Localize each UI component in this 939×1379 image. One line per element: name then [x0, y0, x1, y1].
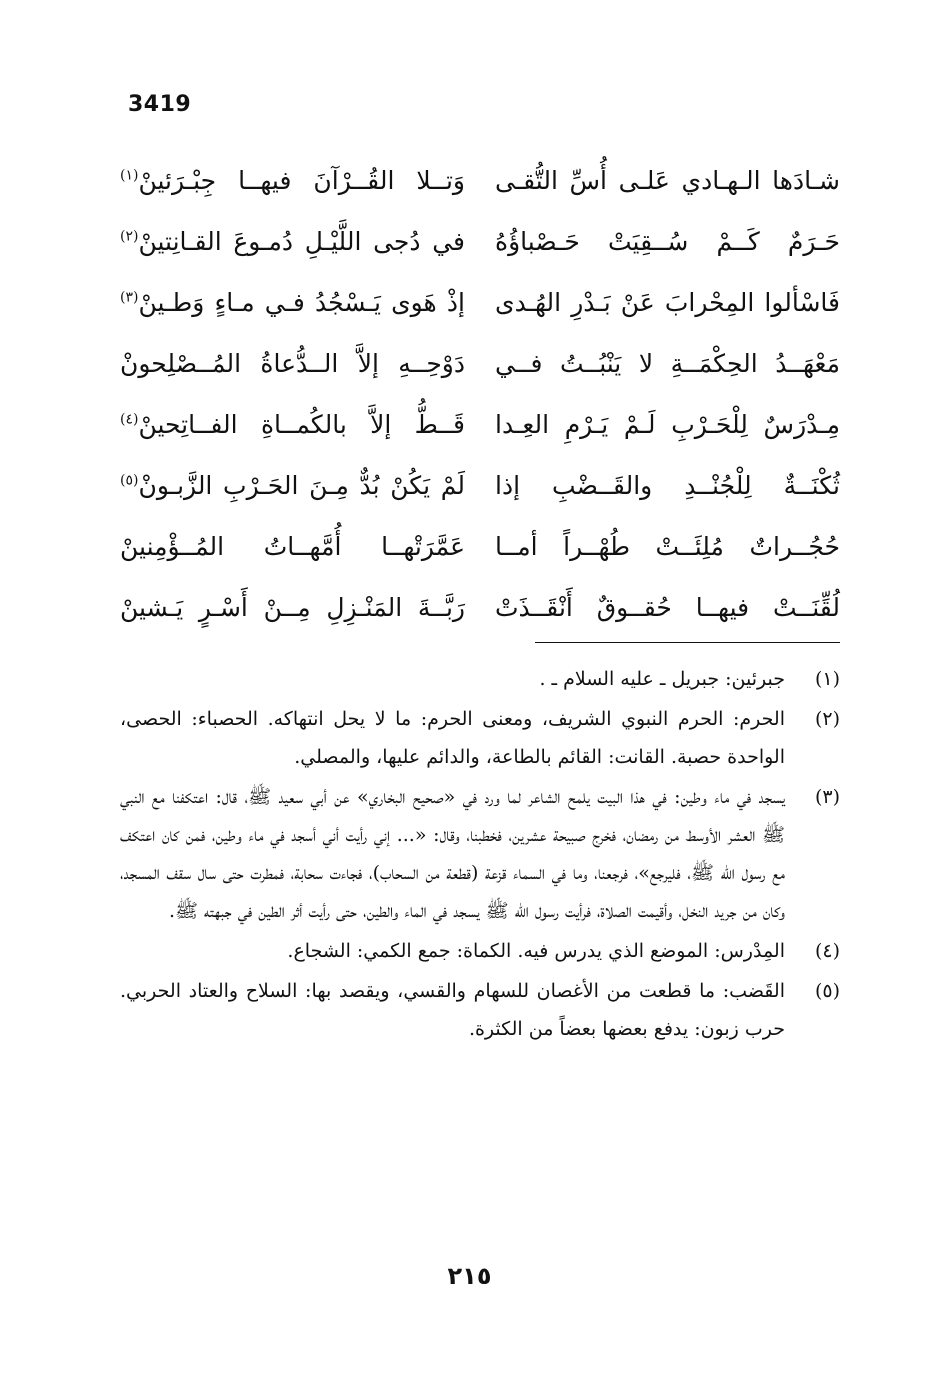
verse-second-hemistich — [120, 532, 465, 562]
footnote-number: (٥) — [814, 980, 840, 1002]
hemistich-text: رَبَّــةَ المَنْـزِلِ مِــنْ أَسْـرٍ يَـشينْ — [120, 592, 465, 622]
hemistich-text: دَوْحِــهِ إلاَّ الــدُّعاةُ المُــصْلِحونْ — [120, 348, 465, 378]
verse — [120, 211, 840, 272]
verse — [120, 333, 840, 394]
footnote — [120, 778, 840, 930]
poem — [120, 150, 840, 638]
footnote-number: (١) — [814, 668, 840, 690]
verse-second-hemistich — [120, 593, 465, 623]
footnote-number: (٢) — [814, 708, 840, 730]
verse — [120, 394, 840, 455]
hemistich-text: عَمَّرَتْهــا أُمَّهــاتُ المُــؤْمِنينْ — [120, 531, 465, 561]
hemistich-text: في دُجى اللَّيْـلِ دُمـوعَ القـانِتينْ — [138, 226, 465, 256]
page-number: ٢١٥ — [447, 1262, 492, 1290]
footnote — [120, 972, 840, 1048]
verse — [120, 455, 840, 516]
footnote-ref[interactable]: (٤) — [120, 411, 139, 428]
footnote-text: القَضب: ما قطعت من الأغصان للسهام والقسي، ويقصد بها: السلاح والعتاد الحربي. حرب زبون: يدفع بعضها بعضاً من الكثرة. — [120, 980, 785, 1040]
footnote-number: (٤) — [814, 940, 840, 962]
verse-first-hemistich: شـادَها الـهـادي عَلـى أُسِّ التُّقـى — [495, 165, 840, 195]
footnote-text: يسجد في ماء وطين: في هذا البيت يلمح الشاعر لما ورد في «صحيح البخاري» عن أبي سعيد ﷺ، قال: اعتكفنا مع النبي ﷺ العشر الأوسط من رمضان، فخرج صبيحة عشرين، فخطبنا، وقال: «... إني رأيت أني أسجد في ماء وطين، فمن كان اعتكف مع رسول الله ﷺ، فليرجع»، فرجعنا، وما في السماء قزعة (قطعة من السحاب)، فجاءت سحابة، فمطرت حتى سال سقف المسجد، وكان من جريد النخل، وأقيمت الصلاة، فرأيت رسول الله ﷺ يسجد في الماء والطين، حتى رأيت أثر الطين في جبهته ﷺ. — [120, 786, 785, 922]
footnote-text: جبرئين: جبريل ـ عليه السلام ـ . — [539, 668, 785, 690]
verse-first-hemistich: مَعْهَــدُ الحِكْمَــةِ لا يَنْبُــتُ فــي — [495, 348, 840, 378]
footnotes — [120, 660, 840, 1050]
verse-first-hemistich: مِـدْرَسٌ لِلْحَـرْبِ لَـمْ يَـرْمِ العِـدا — [495, 409, 840, 439]
verse-second-hemistich — [120, 166, 465, 196]
footnote-ref[interactable]: (١) — [120, 167, 139, 184]
footnote-ref[interactable]: (٣) — [120, 289, 139, 306]
verse-first-hemistich: حُجُــراتٌ مُلِئَــتْ طُهْــراً أمــا — [495, 531, 840, 561]
hemistich-text: وَتــلا القُــرْآنَ فيهــا جِبْـرَئينْ — [138, 165, 465, 195]
footnote-ref[interactable]: (٥) — [120, 472, 139, 489]
footnote-ref[interactable]: (٢) — [120, 228, 139, 245]
verse-second-hemistich — [120, 288, 465, 318]
verse — [120, 516, 840, 577]
verse-second-hemistich — [120, 410, 465, 440]
page-id: 3419 — [128, 92, 192, 117]
hemistich-text: لَمْ يَكُنْ بُدٌّ مِـنَ الحَـرْبِ الزَّبـونْ — [138, 470, 465, 500]
footnote-text: المِدْرس: الموضع الذي يدرس فيه. الكماة: جمع الكمي: الشجاع. — [287, 940, 785, 962]
verse — [120, 150, 840, 211]
verse-second-hemistich — [120, 471, 465, 501]
footnote-divider — [535, 642, 840, 643]
verse-first-hemistich: ثُكْنَــةٌ لِلْجُنْــدِ والقَــضْبِ إذا — [495, 470, 840, 500]
footnote-number: (٣) — [814, 786, 840, 808]
hemistich-text: إذْ هَوى يَـسْجُدُ فـي مـاءٍ وَطـينْ — [138, 287, 465, 317]
verse-second-hemistich — [120, 349, 465, 379]
footnote — [120, 932, 840, 970]
verse-first-hemistich: لُقِّنَــتْ فيهــا حُقــوقٌ أَنْقَــذَتْ — [495, 592, 840, 622]
verse — [120, 577, 840, 638]
footnote — [120, 700, 840, 776]
verse — [120, 272, 840, 333]
verse-first-hemistich: فَاسْألوا المِحْرابَ عَنْ بَـدْرِ الهُـدى — [495, 287, 840, 317]
footnote-text: الحرم: الحرم النبوي الشريف، ومعنى الحرم: ما لا يحل انتهاكه. الحصباء: الحصى، الواحدة حصبة. القانت: القائم بالطاعة، والدائم عليها، والمصلي. — [120, 708, 785, 768]
verse-second-hemistich — [120, 227, 465, 257]
footnote — [120, 660, 840, 698]
verse-first-hemistich: حَـرَمٌ كَــمْ سُــقِيَتْ حَـصْباؤُهُ — [495, 226, 840, 256]
hemistich-text: قَــطُّ إلاَّ بالكُمــاةِ الفــاتِحينْ — [138, 409, 465, 439]
